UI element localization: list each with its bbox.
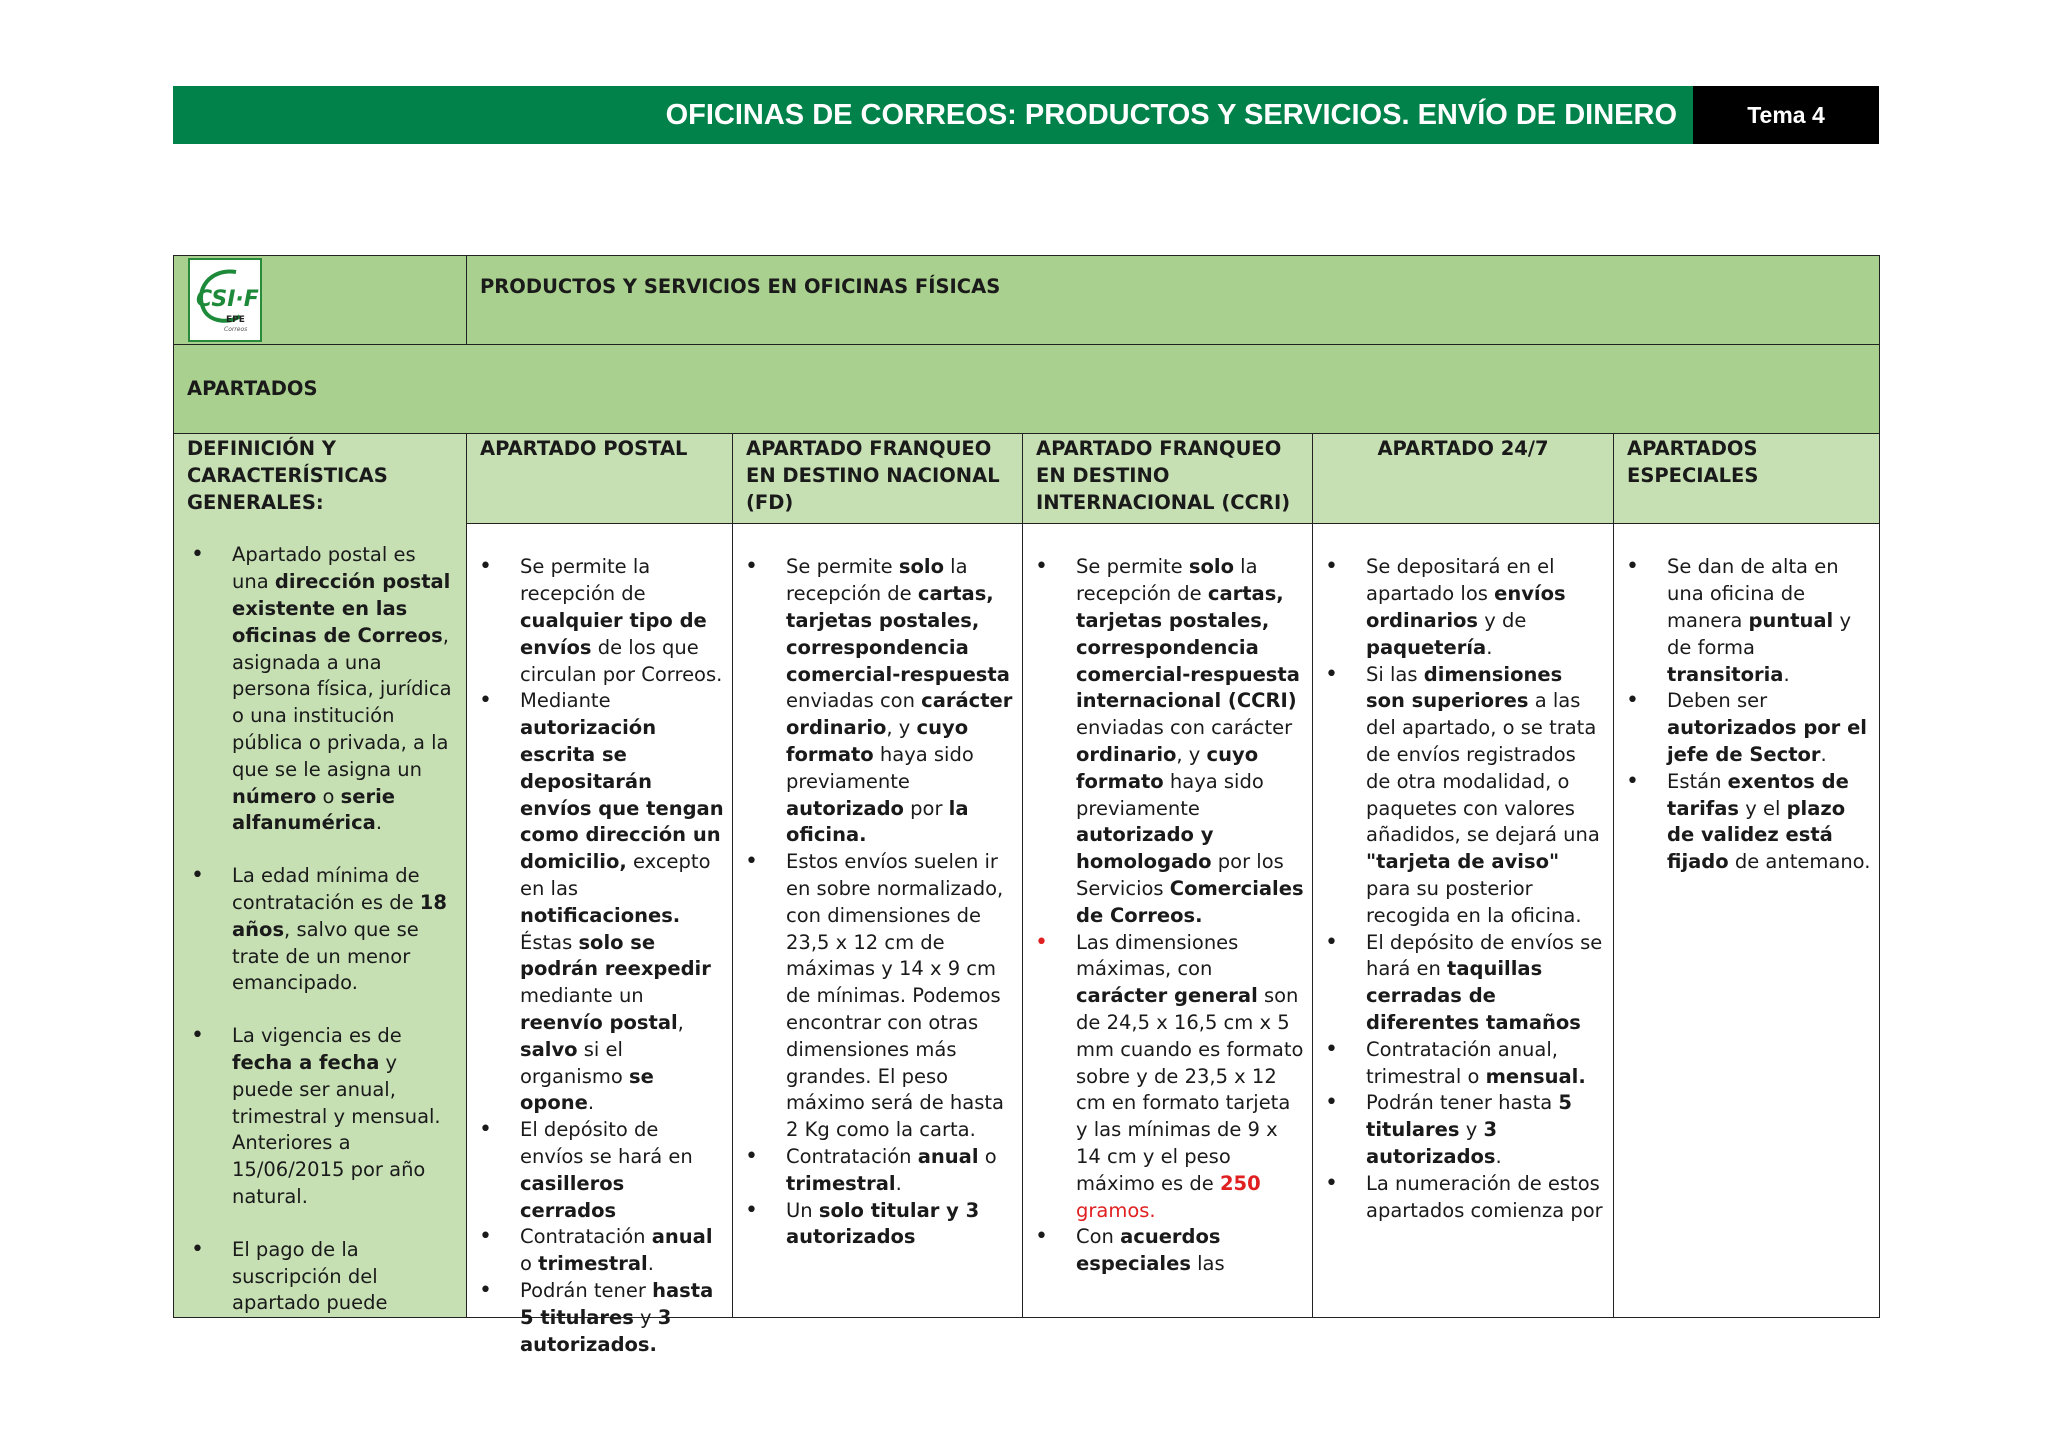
svg-text:CSI·F: CSI·F [196,287,259,312]
list-item: • Las dimensiones máximas, con carácter general son de 24,5 x 16,5 cm x 5 mm cuando es formato sobre y de 23,5 x 12 cm en formato tarjeta y las mínimas de 9 x 14 cm y el peso máximo es de 250 gramos. [1031,930,1304,1225]
definicion-column [174,434,467,1318]
list-item: • Podrán tener hasta 5 titulares y 3 autorizados. [1321,1090,1605,1170]
list-item: • Están exentos de tarifas y el plazo de validez está fijado de antemano. [1622,769,1871,876]
list-item: • Contratación anual, trimestral o mensual. [1321,1037,1605,1091]
list-item: • La numeración de estos apartados comienza por [1321,1171,1605,1225]
franqueo-nacional-list [741,554,1014,1251]
apartado-24-7-list [1321,554,1605,1224]
logo-cell [174,256,467,345]
apartados-especiales-list [1622,554,1871,876]
csif-logo [188,258,262,342]
franqueo-internacional-header: APARTADO FRANQUEO EN DESTINO INTERNACIONAL (CCRI) [1023,434,1313,524]
header-title: OFICINAS DE CORREOS: PRODUCTOS Y SERVICIOS. ENVÍO DE DINERO [173,86,1693,144]
section-title: PRODUCTOS Y SERVICIOS EN OFICINAS FÍSICAS [467,256,1880,345]
list-item: • Mediante autorización escrita se depositarán envíos que tengan como dirección un domicilio, excepto en las notificaciones. Éstas solo se podrán reexpedir mediante un reenvío postal, salvo si el organismo se opone. [475,688,724,1117]
list-item: • La edad mínima de contratación es de 18 años, salvo que se trate de un menor emancipado. [187,863,453,997]
list-item: • Con acuerdos especiales las [1031,1224,1304,1278]
list-item: • El depósito de envíos se hará en taquillas cerradas de diferentes tamaños [1321,930,1605,1037]
apartados-title: APARTADOS [174,345,1880,434]
apartados-especiales-header: APARTADOS ESPECIALES [1614,434,1880,524]
list-item: • Se dan de alta en una oficina de manera puntual y de forma transitoria. [1622,554,1871,688]
list-item: • Se permite solo la recepción de cartas, tarjetas postales, correspondencia comercial-respuesta enviadas con carácter ordinario, y cuyo formato haya sido previamente autorizado por la oficina. [741,554,1014,849]
svg-text:EPE: EPE [226,315,245,325]
list-item: • Se depositará en el apartado los envíos ordinarios y de paquetería. [1321,554,1605,661]
page-header [173,86,1879,144]
apartado-24-7-body [1313,524,1614,1318]
list-item: • El depósito de envíos se hará en casilleros cerrados [475,1117,724,1224]
list-item: • Un solo titular y 3 autorizados [741,1198,1014,1252]
franqueo-internacional-body [1023,524,1313,1318]
apartado-24-7-header: APARTADO 24/7 [1313,434,1614,524]
list-item: • Deben ser autorizados por el jefe de Sector. [1622,688,1871,768]
svg-text:Correos: Correos [224,326,248,333]
franqueo-nacional-header: APARTADO FRANQUEO EN DESTINO NACIONAL (FD) [733,434,1023,524]
apartado-postal-header: APARTADO POSTAL [467,434,733,524]
list-item: • Contratación anual o trimestral. [741,1144,1014,1198]
list-item: • Apartado postal es una dirección postal existente en las oficinas de Correos, asignada a una persona física, jurídica o una institución pública o privada, a la que se le asigna un número o serie alfanumérica. [187,542,453,837]
list-item: • El pago de la suscripción del apartado puede [187,1237,453,1317]
list-item: • Estos envíos suelen ir en sobre normalizado, con dimensiones de 23,5 x 12 cm de máximas y 14 x 9 cm de mínimas. Podemos encontrar con otras dimensiones más grandes. El peso máximo será de hasta 2 Kg como la carta. [741,849,1014,1144]
list-item: • Se permite solo la recepción de cartas, tarjetas postales, correspondencia comercial-respuesta internacional (CCRI) enviadas con carácter ordinario, y cuyo formato haya sido previamente autorizado y homologado por los Servicios Comerciales de Correos. [1031,554,1304,929]
apartado-postal-list [475,554,724,1358]
list-item: • Si las dimensiones son superiores a las del apartado, o se trata de envíos registrados de otra modalidad, o paquetes con valores añadidos, se dejará una "tarjeta de aviso" para su posterior recogida en la oficina. [1321,662,1605,930]
apartados-especiales-body [1614,524,1880,1318]
franqueo-internacional-list [1031,554,1304,1278]
list-item: • La vigencia es de fecha a fecha y puede ser anual, trimestral y mensual. Anteriores a 15/06/2015 por año natural. [187,1023,453,1211]
list-item: • Contratación anual o trimestral. [475,1224,724,1278]
tema-label: Tema 4 [1693,86,1879,144]
apartado-postal-body [467,524,733,1356]
definicion-list [187,542,453,1317]
apartados-table [173,255,1880,1356]
franqueo-nacional-body [733,524,1023,1318]
list-item: • Se permite la recepción de cualquier tipo de envíos de los que circulan por Correos. [475,554,724,688]
definicion-header: DEFINICIÓN Y CARACTERÍSTICAS GENERALES: [187,437,388,514]
list-item: • Podrán tener hasta 5 titulares y 3 autorizados. [475,1278,724,1358]
